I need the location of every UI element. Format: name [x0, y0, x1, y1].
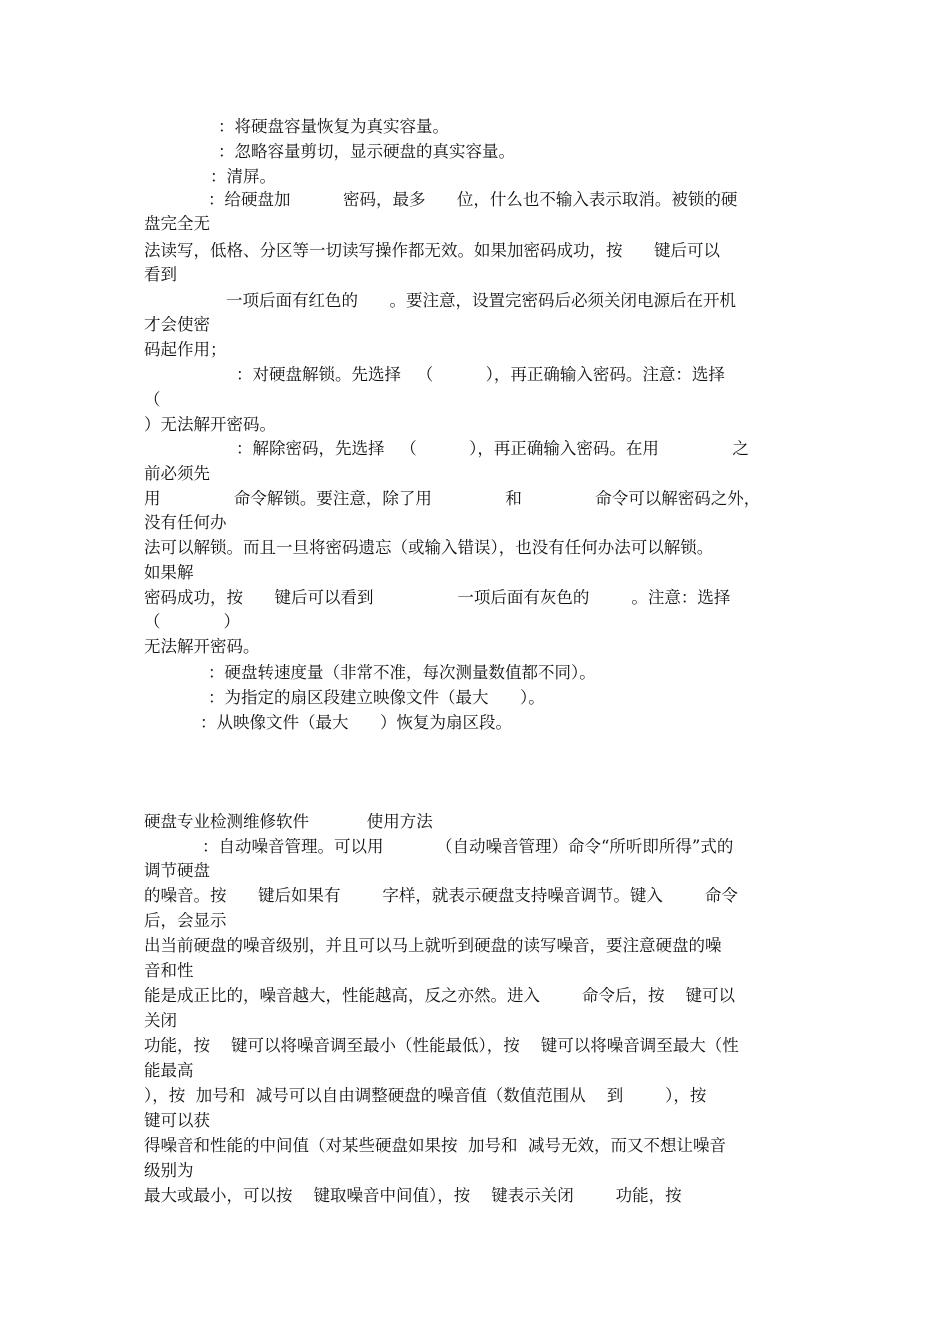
text-line: 没有任何办	[144, 513, 227, 532]
text-line: 能最高	[144, 1061, 194, 1080]
text-line: 级别为	[144, 1161, 194, 1180]
text-line: ）无法解开密码。	[144, 415, 276, 434]
text-line: 关闭	[144, 1011, 177, 1030]
text-line: 看到	[144, 265, 177, 284]
text-line: （	[144, 390, 161, 409]
text-line: 后，会显示	[144, 911, 227, 930]
text-line: ：硬盘转速度量（非常不准，每次测量数值都不同）。	[208, 663, 596, 682]
text-line: ：忽略容量剪切，显示硬盘的真实容量。	[218, 142, 515, 161]
text-line: 音和性	[144, 961, 194, 980]
text-line: ：给硬盘加 密码，最多 位，什么也不输入表示取消。被锁的硬	[208, 190, 738, 209]
text-line: 调节硬盘	[144, 861, 210, 880]
text-line: 得噪音和性能的中间值（对某些硬盘如果按 加号和 减号无效，而又不想让噪音	[144, 1136, 726, 1155]
text-line: ：解除密码，先选择 （ ），再正确输入密码。在用 之	[236, 439, 749, 458]
text-line: 才会使密	[144, 315, 210, 334]
text-line: 用 命令解锁。要注意，除了用 和 命令可以解密码之外，	[144, 489, 761, 508]
text-line: 法可以解锁。而且一旦将密码遗忘（或输入错误），也没有任何办法可以解锁。	[144, 538, 714, 557]
text-line: ：为指定的扇区段建立映像文件（最大 ）。	[208, 688, 545, 707]
text-line: 一项后面有红色的 。要注意，设置完密码后必须关闭电源后在开机	[226, 291, 736, 310]
text-line: ：自动噪音管理。可以用 （自动噪音管理）命令“所听即所得”式的	[202, 837, 734, 856]
text-line: 出当前硬盘的噪音级别，并且可以马上就听到硬盘的读写噪音，要注意硬盘的噪	[144, 936, 722, 955]
text-line: ：将硬盘容量恢复为真实容量。	[218, 117, 449, 136]
text-line: 前必须先	[144, 464, 210, 483]
text-line: 密码成功，按 键后可以看到 一项后面有灰色的 。注意：选择	[144, 588, 731, 607]
text-line: ：从映像文件（最大 ）恢复为扇区段。	[200, 713, 512, 732]
text-line: （ ）	[144, 612, 240, 631]
text-line: 键可以获	[144, 1111, 210, 1130]
text-line: ：对硬盘解锁。先选择 （ ），再正确输入密码。注意：选择	[236, 365, 725, 384]
text-line: 盘完全无	[144, 214, 210, 233]
text-line: 无法解开密码。	[144, 637, 260, 656]
text-line: ：清屏。	[210, 167, 276, 186]
text-line: 法读写，低格、分区等一切读写操作都无效。如果加密码成功，按 键后可以	[144, 241, 720, 260]
text-line: 的噪音。按 键后如果有 字样，就表示硬盘支持噪音调节。键入 命令	[144, 886, 738, 905]
text-line: 功能，按 键可以将噪音调至最小（性能最低），按 键可以将噪音调至最大（性	[144, 1036, 739, 1055]
text-line: 最大或最小，可以按 键取噪音中间值），按 键表示关闭 功能，按	[144, 1186, 682, 1205]
text-line: ），按 加号和 减号可以自由调整硬盘的噪音值（数值范围从 到 ），按	[144, 1086, 707, 1105]
text-line: 如果解	[144, 563, 194, 582]
text-line: 码起作用；	[144, 340, 227, 359]
section-heading: 硬盘专业检测维修软件 使用方法	[144, 812, 433, 831]
text-line: 能是成正比的，噪音越大，性能越高，反之亦然。进入 命令后，按 键可以	[144, 986, 735, 1005]
